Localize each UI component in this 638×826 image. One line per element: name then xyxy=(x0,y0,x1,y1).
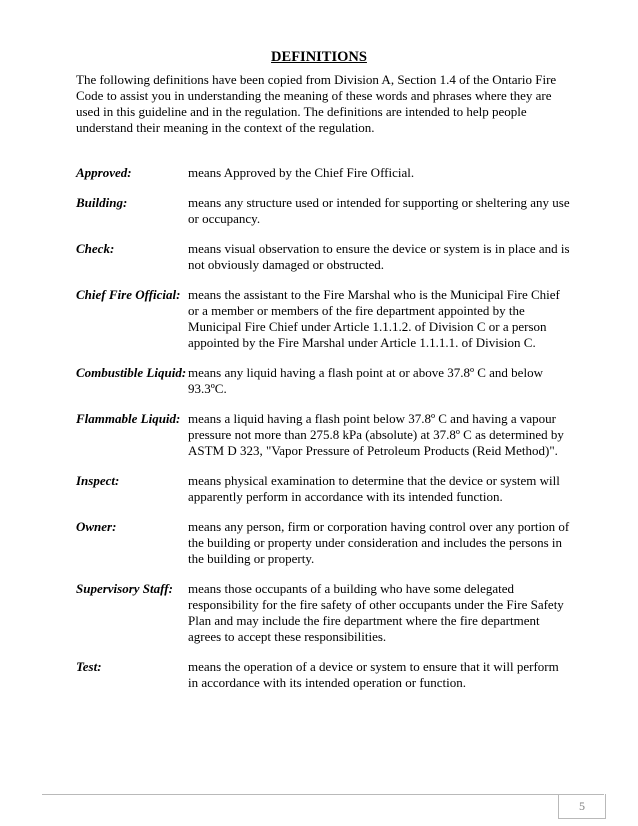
definitions-list xyxy=(76,165,571,691)
definition-term: Owner: xyxy=(76,519,117,534)
definition-text: means the operation of a device or system to ensure that it will perform in accordance with its intended operation or function. xyxy=(188,659,559,690)
definition-text: means any liquid having a flash point at or above 37.8º C and below 93.3ºC. xyxy=(188,365,543,396)
definition-term: Combustible Liquid: xyxy=(76,365,187,380)
definition-text: means those occupants of a building who have some delegated responsibility for the fire safety of other occupants under the Fire Safety Plan and may include the fire department where the fire department agrees to accept these responsibilities. xyxy=(188,581,564,644)
definition-text: means any structure used or intended for supporting or sheltering any use or occupancy. xyxy=(188,195,570,226)
definition-row xyxy=(76,581,571,645)
definition-row xyxy=(76,473,571,505)
definition-row xyxy=(76,411,571,459)
definition-term: Check: xyxy=(76,241,115,256)
definition-text: means physical examination to determine that the device or system will apparently perform in accordance with its intended function. xyxy=(188,473,560,504)
definition-row xyxy=(76,365,571,397)
definition-term: Test: xyxy=(76,659,102,674)
definition-term: Chief Fire Official: xyxy=(76,287,181,302)
intro-paragraph: The following definitions have been copied from Division A, Section 1.4 of the Ontario Fire Code to assist you in understanding the meaning of these words and phrases where they are used in this guideline and in the regulation. The definitions are intended to help people understand their meaning in the context of the regulation. xyxy=(76,72,557,135)
definition-term: Inspect: xyxy=(76,473,120,488)
definition-row xyxy=(76,165,571,181)
definition-row xyxy=(76,287,571,351)
definition-text: means visual observation to ensure the device or system is in place and is not obviously damaged or obstructed. xyxy=(188,241,570,272)
definition-text: means the assistant to the Fire Marshal who is the Municipal Fire Chief or a member or members of the fire department appointed by the Municipal Fire Chief under Article 1.1.1.2. of Division C or a person appointed by the Fire Marshal under Article 1.1.1.1. of Division C. xyxy=(188,287,560,350)
definition-term: Flammable Liquid: xyxy=(76,411,181,426)
definition-term: Building: xyxy=(76,195,128,210)
definition-text: means Approved by the Chief Fire Official. xyxy=(188,165,415,180)
definition-row xyxy=(76,519,571,567)
definition-term: Approved: xyxy=(76,165,132,180)
page-title: DEFINITIONS xyxy=(271,49,367,65)
definition-term: Supervisory Staff: xyxy=(76,581,173,596)
definition-row xyxy=(76,659,571,691)
definition-row xyxy=(76,195,571,227)
page-number-box xyxy=(558,794,606,819)
definition-text: means any person, firm or corporation having control over any portion of the building or property under consideration and includes the persons in the building or property. xyxy=(188,519,570,566)
definition-row xyxy=(76,241,571,273)
page-number: 5 xyxy=(579,799,585,813)
footer-rule xyxy=(42,794,604,795)
definition-text: means a liquid having a flash point below 37.8º C and having a vapour pressure not more than 275.8 kPa (absolute) at 37.8º C as determined by ASTM D 323, "Vapor Pressure of Petroleum Products (Reid Method)". xyxy=(188,411,564,458)
